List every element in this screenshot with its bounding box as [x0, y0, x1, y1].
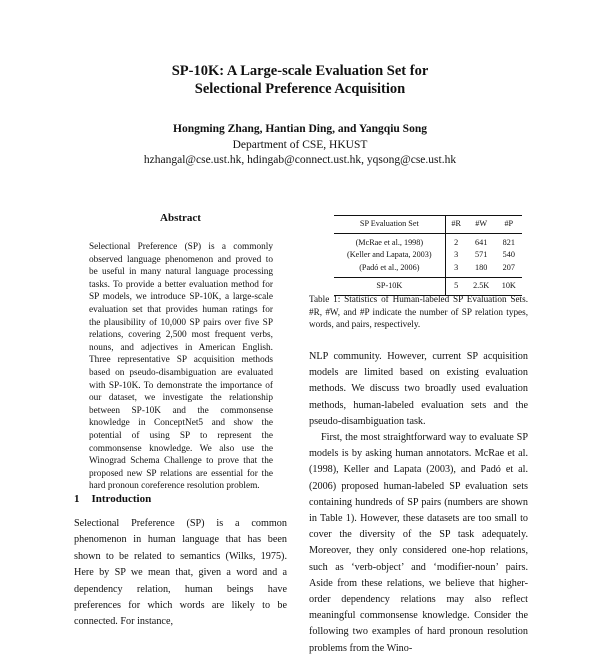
- cell-set: (Keller and Lapata, 2003): [347, 250, 432, 259]
- author-names: Hongming Zhang, Hantian Ding, and Yangqiu Song: [173, 123, 427, 135]
- table-row: [334, 262, 522, 278]
- cell-w: 571: [475, 250, 488, 259]
- abstract-text: Selectional Preference (SP) is a commonly observed language phenomenon and proved to be useful in many natural language processing tasks. To provide a better evaluation method for SP models, we introduce SP-10K, a large-scale evaluation set that provides human ratings for the plausibility of 10,000 SP pairs over five SP relations, covering 2,500 most frequent verbs, nouns, and adjectives in American English. Three representative SP acquisition methods based on pseudo-disambiguation are evaluated with SP-10K. To demonstrate the importance of our dataset, we investigate the relationship between SP-10K and the commonsense knowledge in ConceptNet5 and show the potential of using SP to represent the commonsense knowledge. We also use the Winograd Schema Challenge to prove that the proposed new SP relations are essential for the hard pronoun coreference resolution problem.: [89, 242, 273, 492]
- cell-set: (Padó et al., 2006): [359, 262, 420, 272]
- table-row: [334, 249, 522, 262]
- author-emails: hzhangal@cse.ust.hk, hdingab@connect.ust.hk, yqsong@cse.ust.hk: [143, 154, 457, 166]
- cell-p: 207: [502, 262, 515, 272]
- cell-p: 540: [502, 250, 515, 259]
- header-r: #R: [445, 216, 467, 234]
- cell-set: SP-10K: [334, 278, 445, 296]
- introduction-text: Selectional Preference (SP) is a common phenomenon in human language that has been shown to be related to semantics (Wilks, 1975). Here by SP we mean that, given a word and a dependency relation, human beings have preferences for which words are likely to be connected. For instance,: [74, 518, 287, 628]
- table-caption: Table 1: Statistics of Human-labeled SP Evaluation Sets. #R, #W, and #P indicate the number of SP relation types, words, and pairs, respectively.: [309, 294, 528, 329]
- title-line-1: SP-10K: A Large-scale Evaluation Set for: [171, 63, 429, 79]
- cell-p: 10K: [496, 278, 522, 296]
- author-block: [0, 122, 600, 169]
- cell-r: 5: [445, 278, 467, 296]
- title-line-2: Selectional Preference Acquisition: [194, 81, 406, 97]
- cell-set: (McRae et al., 1998): [355, 237, 424, 247]
- cell-w: 641: [475, 237, 488, 247]
- paragraph: NLP community. However, current SP acquisition models are limited based on existing evaluation methods. We discuss two broadly used evaluation methods, human-labeled evaluation sets and the pseudo-disambiguation task.: [309, 351, 528, 427]
- cell-w: 2.5K: [467, 278, 496, 296]
- right-column-body: [309, 349, 528, 657]
- cell-w: 180: [475, 262, 488, 272]
- section-heading-introduction: [74, 493, 151, 505]
- section-title: Introduction: [91, 493, 152, 505]
- table-row: [334, 233, 522, 249]
- header-p: #P: [496, 216, 522, 234]
- paragraph: First, the most straightforward way to evaluate SP models is by asking human annotators. McRae et al. (1998), Keller and Lapata (2003), and Padó et al. (2006) proposed human-labeled SP evaluation sets containing hundreds of SP pairs (numbers are shown in Table 1). However, these datasets are too small to cover the diversity of the SP task adequately. Moreover, they only considered one-hop relations, such as ‘verb-object’ and ‘modifier-noun’ pairs. Aside from these relations, we believe that higher-order dependency relations may also reflect meaningful commonsense knowledge. Consider the following two examples of hard pronoun resolution problems from the Wino-: [309, 432, 528, 654]
- section-number: 1: [74, 493, 80, 505]
- affiliation: Department of CSE, HKUST: [232, 138, 368, 151]
- abstract-heading: Abstract: [160, 212, 201, 224]
- cell-r: 2: [445, 233, 467, 249]
- cell-p: 821: [502, 237, 515, 247]
- header-sp-evaluation-set: SP Evaluation Set: [334, 216, 445, 234]
- statistics-table: [334, 215, 522, 296]
- paper-title: [0, 62, 600, 98]
- table-header-row: [334, 216, 522, 234]
- cell-r: 3: [445, 262, 467, 278]
- header-w: #W: [467, 216, 496, 234]
- cell-r: 3: [445, 249, 467, 262]
